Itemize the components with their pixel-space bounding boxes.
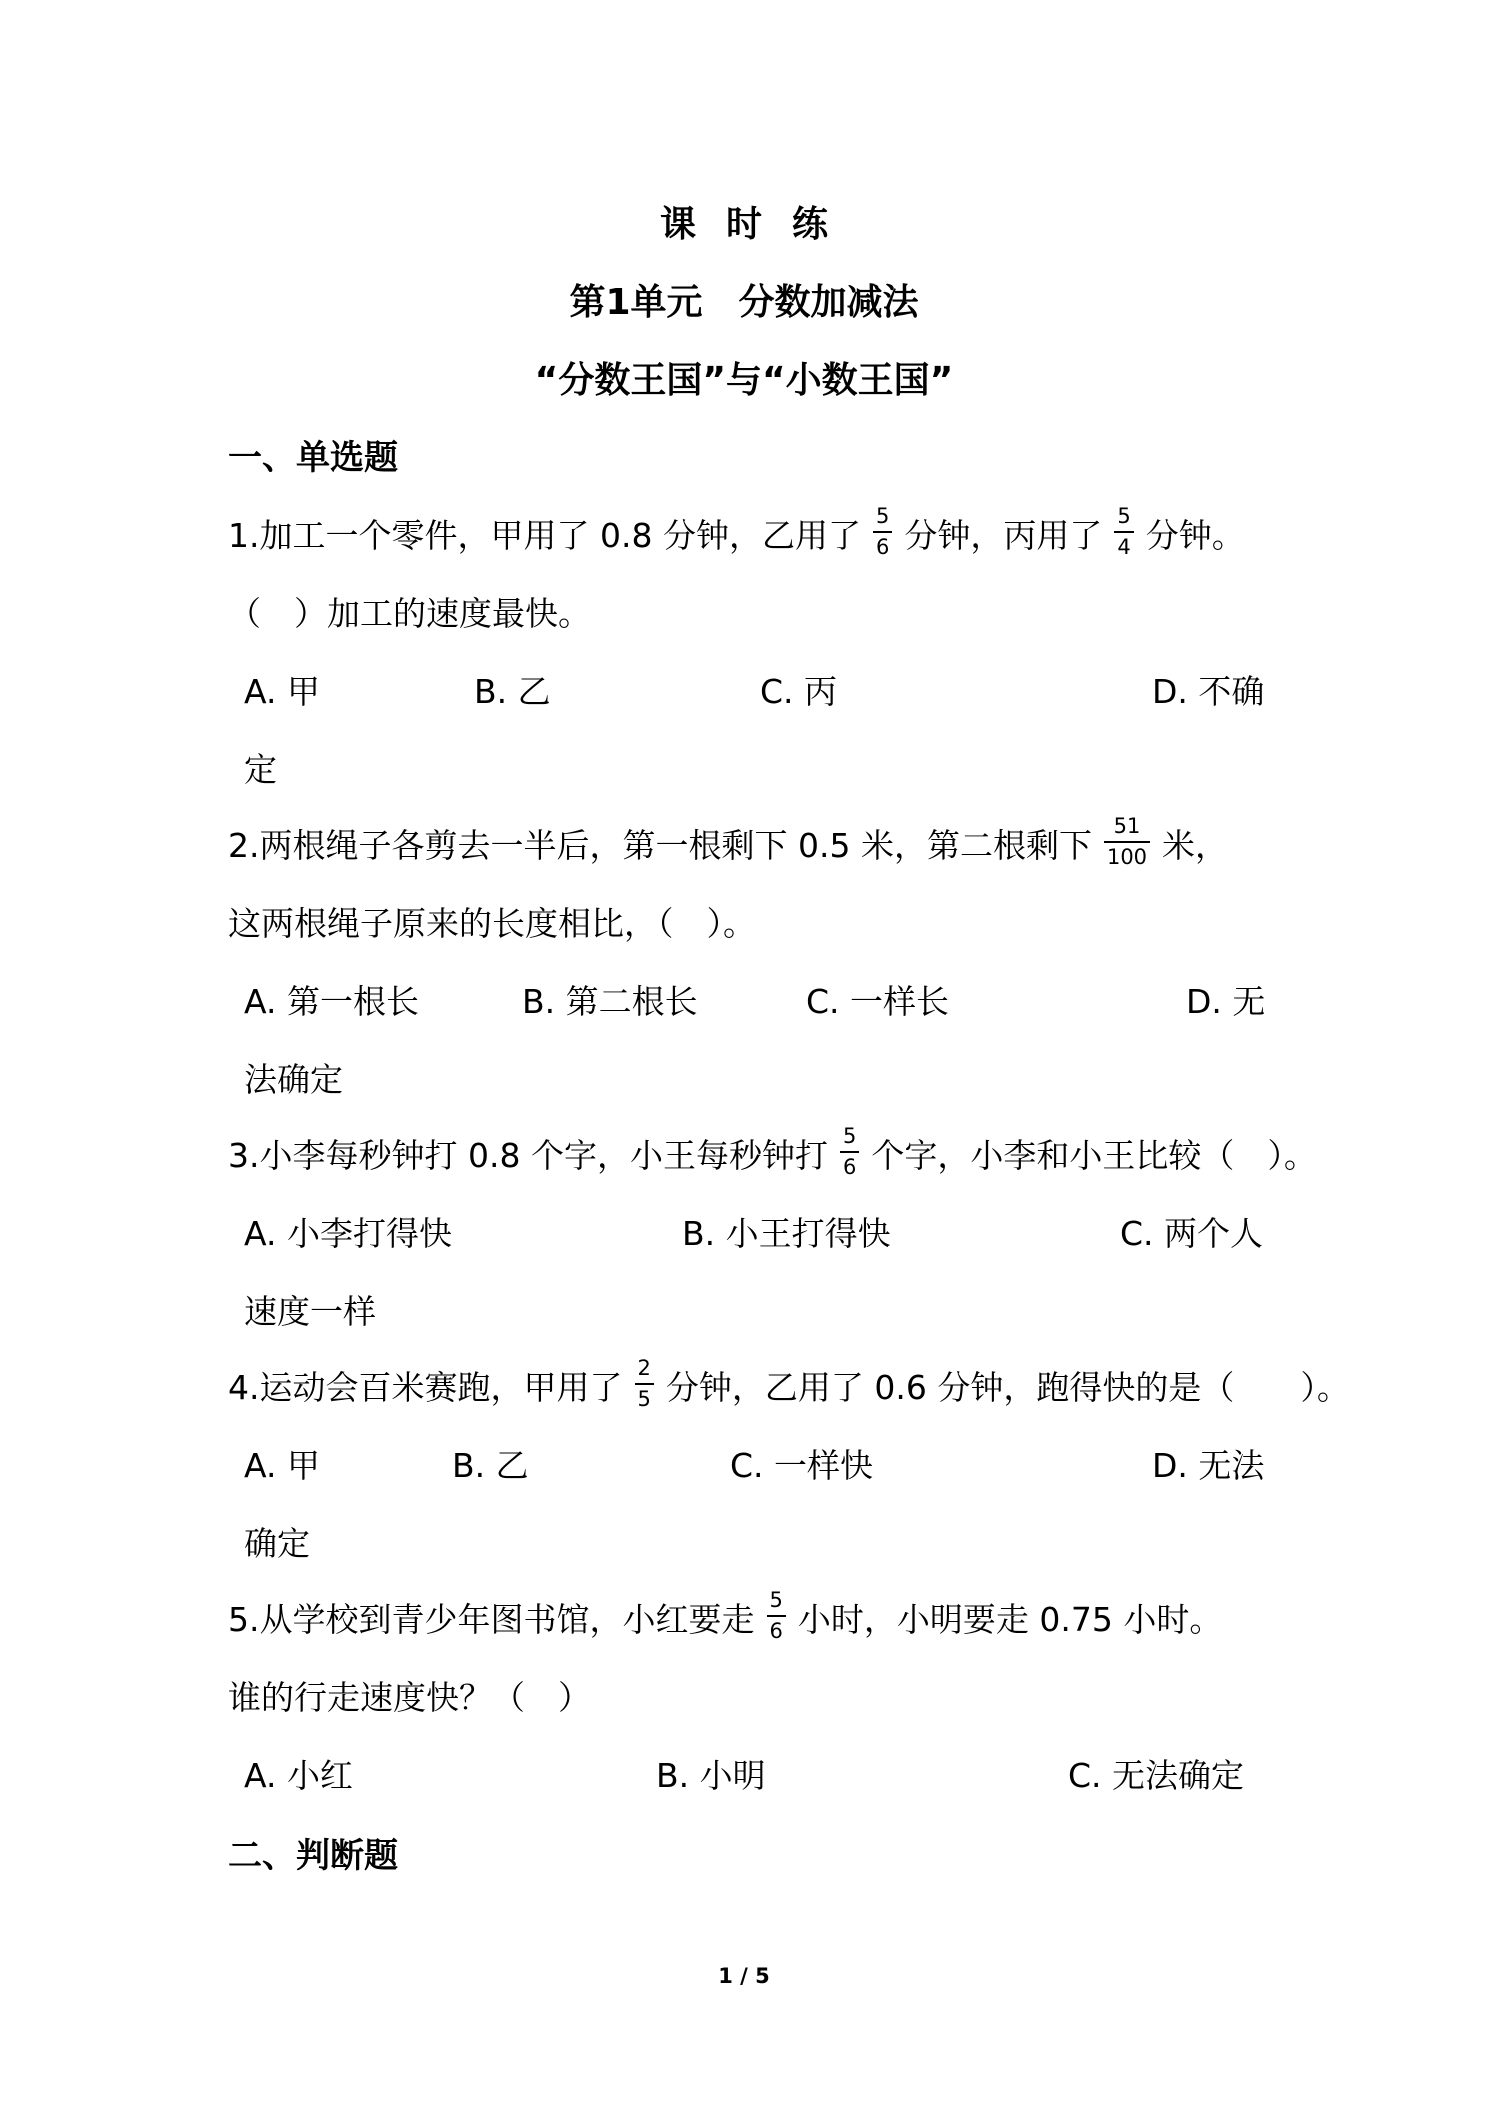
question-2-option-a[interactable]: A. 第一根长 <box>244 982 419 1021</box>
question-1-text-b: 分钟，丙用了 <box>904 516 1103 555</box>
question-4-option-b[interactable]: B. 乙 <box>452 1446 529 1485</box>
question-4-text-a: 4.运动会百米赛跑，甲用了 <box>228 1368 623 1407</box>
question-5-text-b: 小时，小明要走 0.75 小时。 <box>797 1600 1223 1639</box>
question-1-option-d[interactable]: D. 不确 <box>1152 672 1265 711</box>
question-1-line-1 <box>228 504 1245 565</box>
question-4-option-c[interactable]: C. 一样快 <box>730 1446 874 1485</box>
question-5-option-c[interactable]: C. 无法确定 <box>1068 1756 1245 1795</box>
question-2-line-2: 这两根绳子原来的长度相比，（ ）。 <box>228 904 756 943</box>
question-4-text-b: 分钟，乙用了 0.6 分钟，跑得快的是（ ）。 <box>665 1368 1350 1407</box>
question-3-text-b: 个字，小李和小王比较（ ）。 <box>871 1136 1317 1175</box>
question-3-option-a[interactable]: A. 小李打得快 <box>244 1214 452 1253</box>
section-heading-single-choice: 一、单选题 <box>228 438 398 478</box>
question-2-text-b: 米， <box>1162 826 1229 865</box>
question-1-text-c: 分钟。 <box>1145 516 1245 555</box>
question-2-text-a: 2.两根绳子各剪去一半后，第一根剩下 0.5 米，第二根剩下 <box>228 826 1092 865</box>
question-1-option-wrap: 定 <box>244 750 277 789</box>
unit-title: 第1单元 分数加减法 <box>569 282 919 323</box>
fraction: $\frac{5}{6}$ <box>767 1588 786 1642</box>
section-heading-true-false: 二、判断题 <box>228 1836 398 1876</box>
fraction: $\frac{5}{4}$ <box>1114 504 1133 558</box>
question-5-line-1 <box>228 1588 1223 1649</box>
document-title: 课时练 <box>659 204 858 245</box>
question-1-line-2: （ ）加工的速度最快。 <box>228 594 591 633</box>
question-1-option-a[interactable]: A. 甲 <box>244 672 320 711</box>
lesson-title: “分数王国”与“小数王国” <box>534 360 954 401</box>
question-2-line-1 <box>228 814 1229 875</box>
question-5-option-b[interactable]: B. 小明 <box>656 1756 766 1795</box>
page-number: 1 / 5 <box>718 1964 770 1988</box>
question-3-option-b[interactable]: B. 小王打得快 <box>682 1214 891 1253</box>
question-2-option-b[interactable]: B. 第二根长 <box>522 982 698 1021</box>
question-2-option-d[interactable]: D. 无 <box>1186 982 1266 1021</box>
question-2-option-c[interactable]: C. 一样长 <box>806 982 950 1021</box>
question-3-line-1 <box>228 1124 1317 1185</box>
question-3-option-wrap: 速度一样 <box>244 1292 376 1331</box>
question-1-option-b[interactable]: B. 乙 <box>474 672 551 711</box>
question-5-text-a: 5.从学校到青少年图书馆，小红要走 <box>228 1600 755 1639</box>
question-3-option-c[interactable]: C. 两个人 <box>1120 1214 1264 1253</box>
question-4-option-wrap: 确定 <box>244 1524 310 1563</box>
question-3-text-a: 3.小李每秒钟打 0.8 个字，小王每秒钟打 <box>228 1136 828 1175</box>
fraction: $\frac{2}{5}$ <box>635 1356 654 1410</box>
fraction: $\frac{5}{6}$ <box>840 1124 859 1178</box>
question-4-option-a[interactable]: A. 甲 <box>244 1446 320 1485</box>
question-1-option-c[interactable]: C. 丙 <box>760 672 838 711</box>
question-4-line-1 <box>228 1356 1350 1417</box>
question-1-text-a: 1.加工一个零件，甲用了 0.8 分钟，乙用了 <box>228 516 861 555</box>
fraction: $\frac{51}{100}$ <box>1104 814 1150 868</box>
question-5-option-a[interactable]: A. 小红 <box>244 1756 353 1795</box>
question-5-line-2: 谁的行走速度快？（ ） <box>228 1678 591 1717</box>
question-4-option-d[interactable]: D. 无法 <box>1152 1446 1265 1485</box>
fraction: $\frac{5}{6}$ <box>873 504 892 558</box>
question-2-option-wrap: 法确定 <box>244 1060 343 1099</box>
